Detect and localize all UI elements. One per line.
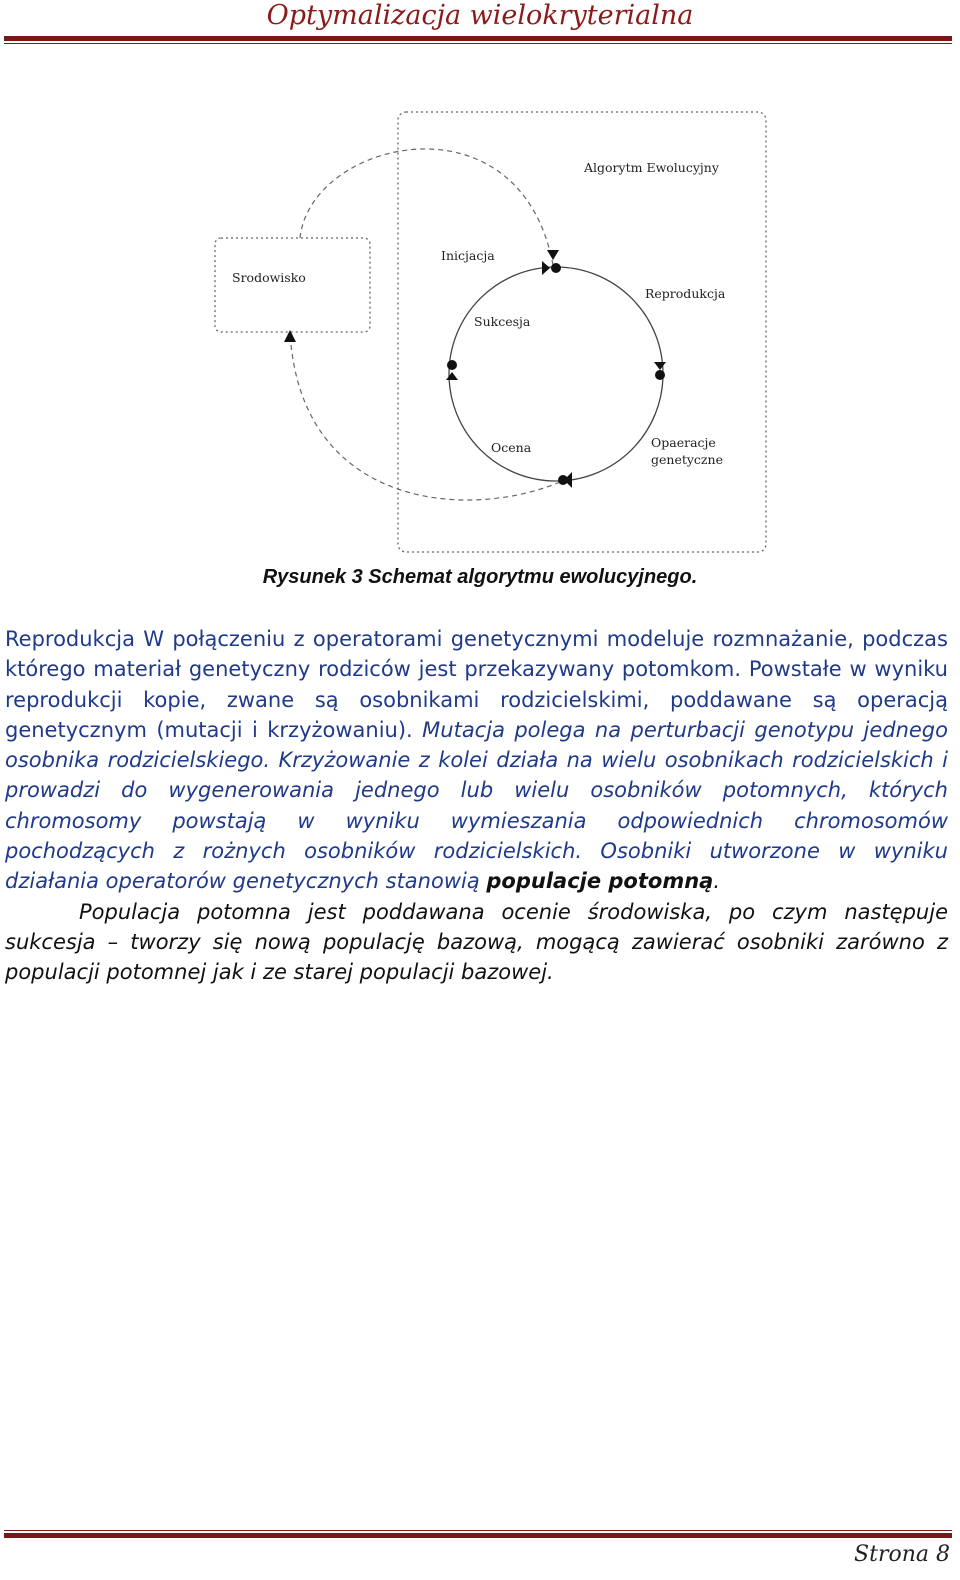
- label-algorytm: Algorytm Ewolucyjny: [584, 160, 719, 175]
- paragraph-1-end: .: [713, 869, 721, 894]
- init-arc: [300, 149, 553, 265]
- label-reprodukcja: Reprodukcja: [645, 286, 726, 301]
- page-header-title: Optymalizacja wielokryterialna: [266, 0, 694, 31]
- figure-caption: Rysunek 3 Schemat algorytmu ewolucyjnego.: [262, 566, 698, 588]
- arrow-to-init: [547, 250, 559, 260]
- paragraph-2: Populacja potomna jest poddawana ocenie środowiska, po czym następuje sukcesja – tworzy się nową populację bazową, mogącą zawierać osobniki zarówno z populacji potomnej jak i ze starej populacji bazowej.: [5, 899, 948, 985]
- label-sukcesja: Sukcesja: [474, 314, 531, 329]
- label-ocena: Ocena: [491, 440, 532, 455]
- page-number: Strona 8: [854, 1542, 950, 1567]
- label-inicjacja: Inicjacja: [441, 248, 495, 263]
- label-operacje-1: Opaeracje: [651, 435, 716, 450]
- arrow-reprodukcja: [654, 362, 666, 370]
- evolutionary-algorithm-diagram: [0, 100, 960, 560]
- arrow-inicjacja: [542, 261, 550, 275]
- node-inicjacja: [551, 263, 561, 273]
- label-operacje-2: genetyczne: [651, 452, 723, 467]
- paragraph-1-part-a: Reprodukcja W połączeniu z operatorami genetycznymi modeluje rozmnażanie, podczas którego materiał genetyczny rodziców jest przekazywany potomkom. Powstałe w wyniku reprodukcji kopie, zwane są osobnikami rodzicielskimi, poddawane są operacją genetycznym (mutacji i krzyżowaniu).: [5, 627, 948, 742]
- cycle-circle: [449, 267, 663, 481]
- arrow-sukcesja: [446, 372, 458, 380]
- paragraph-1-bold: populacje potomną: [486, 869, 714, 894]
- node-sukcesja: [447, 360, 457, 370]
- paragraph-1: [5, 624, 948, 897]
- node-reprodukcja: [655, 370, 665, 380]
- header-rule: [4, 36, 952, 44]
- algorithm-box: [398, 112, 766, 552]
- body-text: [5, 624, 948, 988]
- paragraph-1-part-b: Mutacja polega na perturbacji genotypu jednego osobnika rodzicielskiego. Krzyżowanie z kolei działa na wielu osobnikach rodzicielskich i prowadzi do wygenerowania jednego lub wielu osobników potomnych, których chromosomy powstają w wyniku wymieszania odpowiednich chromosomów pochodzących z rożnych osobników rodzicielskich. Osobniki utworzone w wyniku działania operatorów genetycznych stanowią: [5, 717, 948, 894]
- arrow-operacje: [564, 472, 572, 488]
- label-srodowisko: Srodowisko: [232, 270, 306, 285]
- environment-box: [215, 238, 370, 332]
- footer-rule: [4, 1530, 952, 1538]
